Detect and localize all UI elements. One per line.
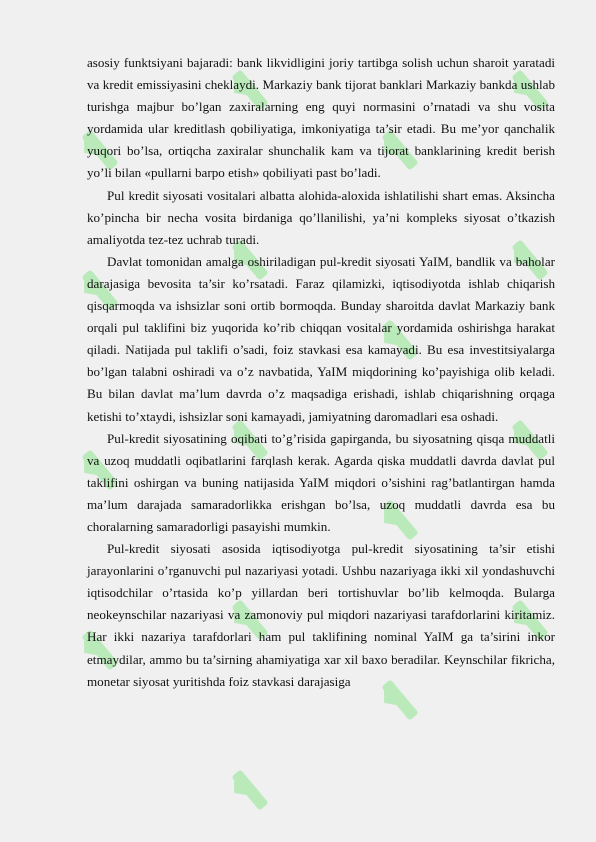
paragraph: Pul-kredit siyosatining oqibati to’g’risida gapirganda, bu siyosatning qisqa muddatli va uzoq muddatli oqibatlarini farqlash kerak. Agarda qiska muddatli davrda davlat pul taklifini oshirgan va buning natijasida YaIM miqdori o’sishini rag’batlantirgan hamda ma’lum darajada samaradorlikka erishgan bo’lsa, uzoq muddatli davrda esa bu choralarning samaradorligi pasayishi mumkin. [87, 430, 555, 534]
body-text [87, 52, 555, 693]
paragraph: Pul kredit siyosati vositalari albatta alohida-aloxida ishlatilishi shart emas. Aksincha ko’pincha bir necha vosita birdaniga qo’llanilishi, ya’ni kompleks siyosat o’tkazish amaliyotda tez-tez uchrab turadi. [87, 187, 555, 247]
paragraph: Davlat tomonidan amalga oshiriladigan pul-kredit siyosati YaIM, bandlik va baholar darajasiga bevosita ta’sir ko’rsatadi. Faraz qilamizki, iqtisodiyotda ishlab chiqarish qisqarmoqda va ishsizlar soni ortib bormoqda. Bunday sharoitda davlat Markaziy bank orqali pul taklifini biz yuqorida ko’rib chiqqan vositalar yordamida oshirishga harakat qiladi. Natijada pul taklifi o’sadi, foiz stavkasi esa kamayadi. Bu esa investitsiyalarga bo’lgan talabni oshiradi va o’z navbatida, YaIM miqdorining ko’payishiga olib keladi. Bu bilan davlat ma’lum davrda o’z maqsadiga erishadi, ishlab chiqarishning orqaga ketishi to’xtaydi, ishsizlar soni kamayadi, jamiyatning daromadlari esa oshadi. [87, 253, 555, 424]
paragraph: Pul-kredit siyosati asosida iqtisodiyotga pul-kredit siyosatining ta’sir etishi jarayonlarini o’rganuvchi pul nazariyasi yotadi. Ushbu nazariyaga ikki xil yondashuvchi iqtisodchilar o’rtasida ko’p yillardan beri tortishuvlar bo’lib kelmoqda. Bularga neokeynschilar nazariyasi va zamonoviy pul miqdori nazariyasi tarafdorlarini kiritamiz. Har ikki nazariya tarafdorlari ham pul taklifining nominal YaIM ga ta’sirini inkor etmaydilar, ammo bu ta’sirning ahamiyatiga xar xil baxo beradilar. Keynschilar fikricha, monetar siyosat yuritishda foiz stavkasi darajasiga [87, 541, 555, 689]
watermark-mark [225, 769, 269, 816]
paragraph: asosiy funktsiyani bajaradi: bank likvidligini joriy tartibga solish uchun sharoit yaratadi va kredit emissiyasini cheklaydi. Markaziy bank tijorat banklari Markaziy bankda ushlab turishga majbur bo’lgan zaxiralarning eng quyi normasini o’rnatadi va shu vosita yordamida ular kreditlash qobiliyatiga, imkoniyatiga ta’sir etadi. Bu me’yor qanchalik yuqori bo’lsa, ortiqcha zaxiralar shunchalik kam va tijorat banklarining kredit berish yo’li bilan «pullarni barpo etish» qobiliyati past bo’ladi. [87, 55, 555, 181]
